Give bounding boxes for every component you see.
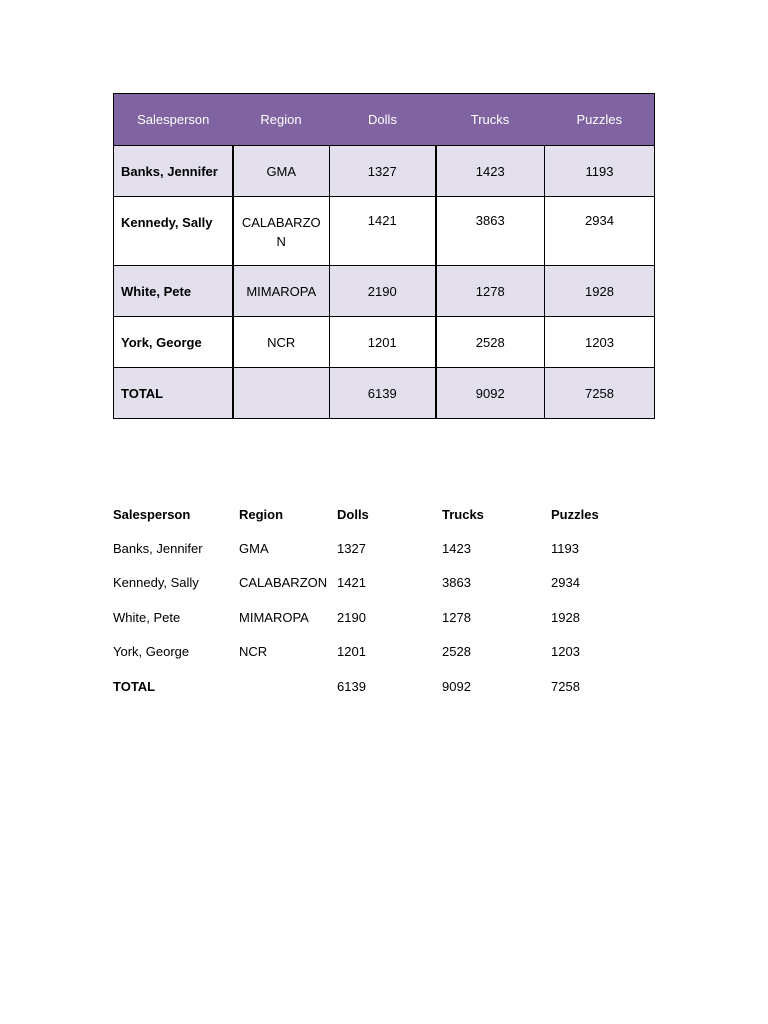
header-row: [113, 497, 631, 531]
total-region-empty: [233, 368, 330, 419]
cell-trucks: 1278: [442, 609, 471, 625]
cell-trucks: 1278: [436, 266, 545, 317]
cell-region: GMA: [233, 146, 330, 197]
cell-puzzles: 1203: [551, 644, 580, 660]
cell-trucks: 3863: [436, 197, 545, 266]
cell-region: MIMAROPA: [239, 609, 309, 625]
cell-puzzles: 2934: [551, 575, 580, 591]
cell-puzzles: 1193: [545, 146, 655, 197]
header-region: Region: [233, 94, 330, 146]
total-puzzles: 7258: [545, 368, 655, 419]
cell-puzzles: 2934: [545, 197, 655, 266]
header-salesperson: Salesperson: [114, 94, 233, 146]
header-region: Region: [239, 506, 284, 522]
cell-salesperson: York, George: [113, 644, 190, 660]
cell-dolls: 1421: [337, 575, 366, 591]
cell-trucks: 1423: [436, 146, 545, 197]
cell-dolls: 1327: [337, 541, 366, 557]
table-row: [114, 266, 655, 317]
total-puzzles: 7258: [551, 678, 580, 694]
header-dolls: Dolls: [330, 94, 436, 146]
cell-region: [233, 197, 330, 266]
total-dolls: 6139: [330, 368, 436, 419]
cell-salesperson: Banks, Jennifer: [114, 146, 233, 197]
table-row: [114, 146, 655, 197]
cell-puzzles: 1203: [545, 317, 655, 368]
cell-region: NCR: [233, 317, 330, 368]
header-salesperson: Salesperson: [113, 506, 191, 522]
header-puzzles: Puzzles: [551, 506, 599, 522]
cell-region: MIMAROPA: [233, 266, 330, 317]
cell-dolls: 1327: [330, 146, 436, 197]
cell-trucks: 3863: [442, 575, 471, 591]
cell-dolls: 2190: [337, 609, 366, 625]
cell-region: CALABARZON: [239, 575, 328, 591]
table-row: [113, 600, 631, 634]
cell-trucks: 2528: [442, 644, 471, 660]
total-trucks: 9092: [442, 678, 471, 694]
table-row: [114, 317, 655, 368]
cell-salesperson: Kennedy, Sally: [114, 197, 233, 266]
cell-salesperson: Banks, Jennifer: [113, 541, 203, 557]
cell-region: NCR: [239, 644, 268, 660]
table-row: [113, 566, 631, 600]
total-row: [114, 368, 655, 419]
cell-dolls: 2190: [330, 266, 436, 317]
cell-region: GMA: [239, 541, 269, 557]
total-dolls: 6139: [337, 678, 366, 694]
header-puzzles: Puzzles: [545, 94, 655, 146]
header-dolls: Dolls: [337, 506, 369, 522]
header-trucks: Trucks: [442, 506, 484, 522]
plain-sales-table: [113, 497, 631, 703]
cell-salesperson: York, George: [114, 317, 233, 368]
total-region-empty: [239, 669, 337, 703]
cell-salesperson: White, Pete: [114, 266, 233, 317]
cell-salesperson: Kennedy, Sally: [113, 575, 199, 591]
styled-sales-table: [113, 93, 655, 419]
table-row: [114, 197, 655, 266]
total-label: TOTAL: [113, 678, 156, 694]
table-row: [113, 635, 631, 669]
total-row: [113, 669, 631, 703]
table-row: [113, 531, 631, 565]
cell-salesperson: White, Pete: [113, 609, 181, 625]
region-text: CALABARZON: [241, 215, 321, 249]
cell-puzzles: 1928: [551, 609, 580, 625]
total-trucks: 9092: [436, 368, 545, 419]
cell-trucks: 2528: [436, 317, 545, 368]
cell-dolls: 1201: [330, 317, 436, 368]
cell-puzzles: 1193: [551, 541, 579, 557]
header-row: [114, 94, 655, 146]
cell-dolls: 1421: [330, 197, 436, 266]
cell-dolls: 1201: [337, 644, 366, 660]
cell-puzzles: 1928: [545, 266, 655, 317]
cell-trucks: 1423: [442, 541, 471, 557]
total-label: TOTAL: [114, 368, 233, 419]
header-trucks: Trucks: [436, 94, 545, 146]
